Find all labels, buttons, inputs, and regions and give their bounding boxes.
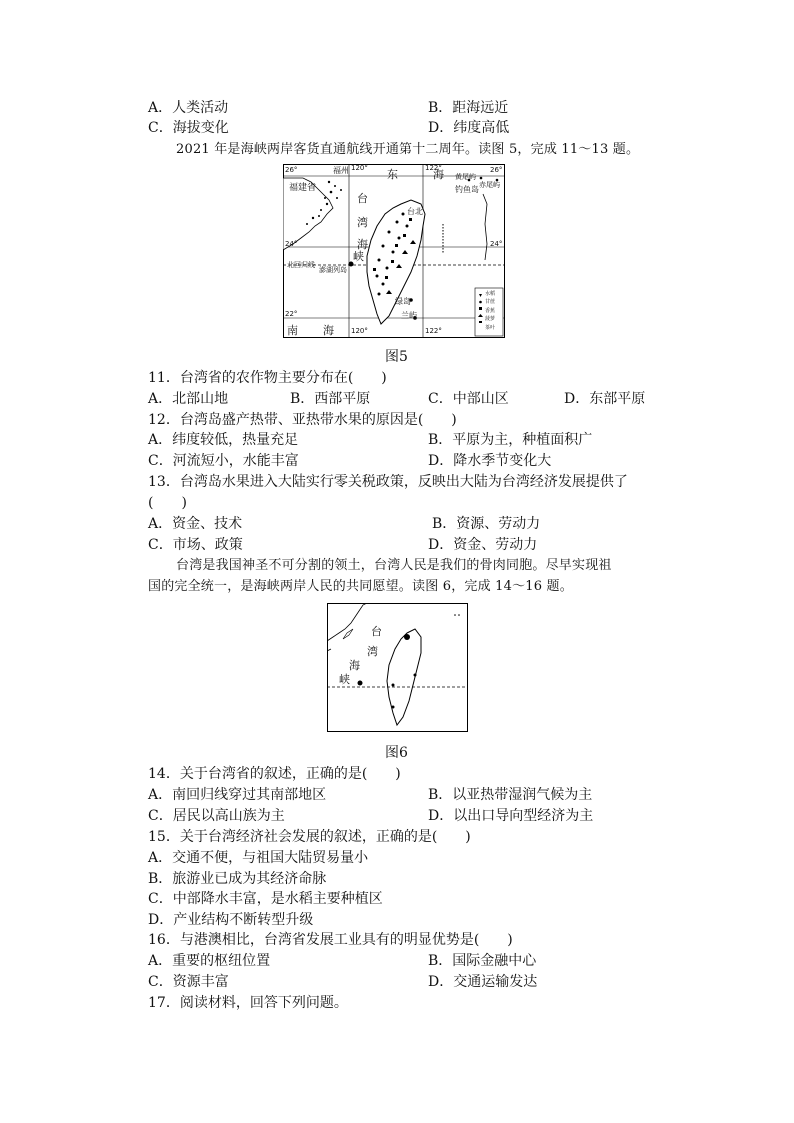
q13-option-b: B．资源、劳动力: [432, 516, 541, 532]
q14-option-a: A．南回归线穿过其南部地区: [148, 787, 327, 803]
q12-option-a: A．纬度较低，热量充足: [148, 432, 299, 448]
q14-option-c: C．居民以高山族为主: [148, 808, 285, 824]
legend-item-tea: 茶叶: [485, 324, 496, 331]
wan-label: 湾: [367, 645, 378, 658]
q11-option-b: B．西部平原: [290, 391, 371, 407]
taibei-label: 台北: [407, 207, 423, 216]
lat26-label: 26°: [285, 166, 298, 174]
q12-option-b: B．平原为主，种植面积广: [428, 432, 593, 448]
lanyu-label: 兰屿: [401, 311, 417, 320]
lvdao-label: 绿岛: [395, 297, 411, 306]
diaoyudao-label: 钓鱼岛: [455, 185, 479, 194]
east-sea-label: 海: [433, 168, 444, 181]
xia-label: 峡: [353, 250, 364, 263]
q16-option-c: C．资源丰富: [148, 974, 229, 990]
q10-option-b: B．距海远近: [428, 100, 509, 116]
figure6-caption: 图6: [385, 745, 408, 761]
lat24r-label: 24°: [490, 240, 503, 248]
q12-option-d: D．降水季节变化大: [428, 453, 552, 469]
q16-stem: 16．与港澳相比，台湾省发展工业具有的明显优势是( ): [148, 932, 513, 948]
q15-option-d: D．产业结构不断转型升级: [148, 912, 314, 928]
q16-option-b: B．国际金融中心: [428, 953, 537, 969]
beihuixian-label: 北回归线: [287, 261, 315, 269]
figure5-map: [283, 164, 505, 338]
wan-label: 湾: [357, 216, 368, 229]
q15-option-b: B．旅游业已成为其经济命脉: [148, 871, 327, 887]
legend-labels: [485, 290, 495, 332]
q15-option-c: C．中部降水丰富，是水稻主要种植区: [148, 891, 383, 907]
q13-option-a: A．资金、技术: [148, 516, 243, 532]
intro-fig6-line1: 台湾是我国神圣不可分割的领土，台湾人民是我们的骨肉同胞。尽早实现祖: [176, 558, 612, 573]
fuzhou-label: 福州: [333, 166, 349, 175]
chiweiyu-label: 赤尾屿: [479, 181, 500, 189]
taibei-dot: [404, 634, 410, 640]
legend-item-pineapple: 菠萝: [485, 316, 496, 323]
legend-item-rice: 水稻: [485, 291, 496, 297]
fujian-label: 福建省: [289, 183, 317, 193]
figure5-caption: 图5: [385, 349, 408, 365]
lon122b-label: 122°: [425, 327, 442, 335]
lat22-label: 22°: [285, 310, 298, 318]
q10-option-a: A．人类活动: [148, 100, 229, 116]
tai-label: 台: [357, 192, 368, 205]
lon120-label: 120°: [351, 164, 368, 172]
lon120b-label: 120°: [351, 327, 368, 335]
q11-stem: 11．台湾省的农作物主要分布在( ): [148, 370, 387, 386]
figure6-map: [327, 603, 468, 732]
penghu-label: 澎湖列岛: [319, 266, 347, 274]
penghu-dot: [358, 681, 363, 686]
tai-label: 台: [371, 625, 382, 638]
intro-fig6-line2: 国的完全统一，是海峡两岸人民的共同愿望。读图 6，完成 14～16 题。: [148, 579, 573, 594]
q14-stem: 14．关于台湾省的叙述，正确的是( ): [148, 766, 401, 782]
nan-label: 南: [287, 324, 298, 337]
q12-stem: 12．台湾岛盛产热带、亚热带水果的原因是( ): [148, 412, 457, 428]
legend-item-banana: 香蕉: [485, 307, 496, 314]
q14-option-d: D．以出口导向型经济为主: [428, 808, 594, 824]
q11-option-c: C．中部山区: [428, 391, 509, 407]
legend-item-sugarcane: 甘蔗: [485, 299, 496, 306]
south-sea-label: 海: [323, 324, 334, 337]
q10-option-d: D．纬度高低: [428, 120, 510, 136]
q17-stem: 17．阅读材料，回答下列问题。: [148, 995, 348, 1011]
lat24-label: 24°: [285, 240, 298, 248]
q16-option-d: D．交通运输发达: [428, 974, 538, 990]
q13-stem: 13．台湾岛水果进入大陆实行零关税政策，反映出大陆为台湾经济发展提供了: [148, 474, 628, 490]
huangweiyu-label: 黄尾屿: [455, 173, 476, 181]
xia-label: 峡: [339, 673, 350, 686]
lat26r-label: 26°: [490, 166, 503, 174]
q13-option-c: C．市场、政策: [148, 537, 243, 553]
q12-option-c: C．河流短小，水能丰富: [148, 453, 299, 469]
q10-option-c: C．海拔变化: [148, 120, 229, 136]
q15-option-a: A．交通不便，与祖国大陆贸易量小: [148, 850, 369, 866]
q13-option-d: D．资金、劳动力: [428, 537, 538, 553]
hai-label: 海: [357, 238, 368, 251]
q11-option-a: A．北部山地: [148, 391, 229, 407]
q13-stem-paren: ( ): [148, 495, 187, 511]
q11-option-d: D．东部平原: [564, 391, 646, 407]
q15-stem: 15．关于台湾经济社会发展的叙述，正确的是( ): [148, 829, 471, 845]
dong-label: 东: [387, 168, 398, 181]
lon122-label: 122°: [425, 164, 442, 172]
intro-fig5: 2021 年是海峡两岸客货直通航线开通第十二周年。读图 5，完成 11～13 题。: [176, 142, 640, 157]
q14-option-b: B．以亚热带湿润气候为主: [428, 787, 593, 803]
q16-option-a: A．重要的枢纽位置: [148, 953, 271, 969]
hai-label: 海: [349, 659, 360, 672]
